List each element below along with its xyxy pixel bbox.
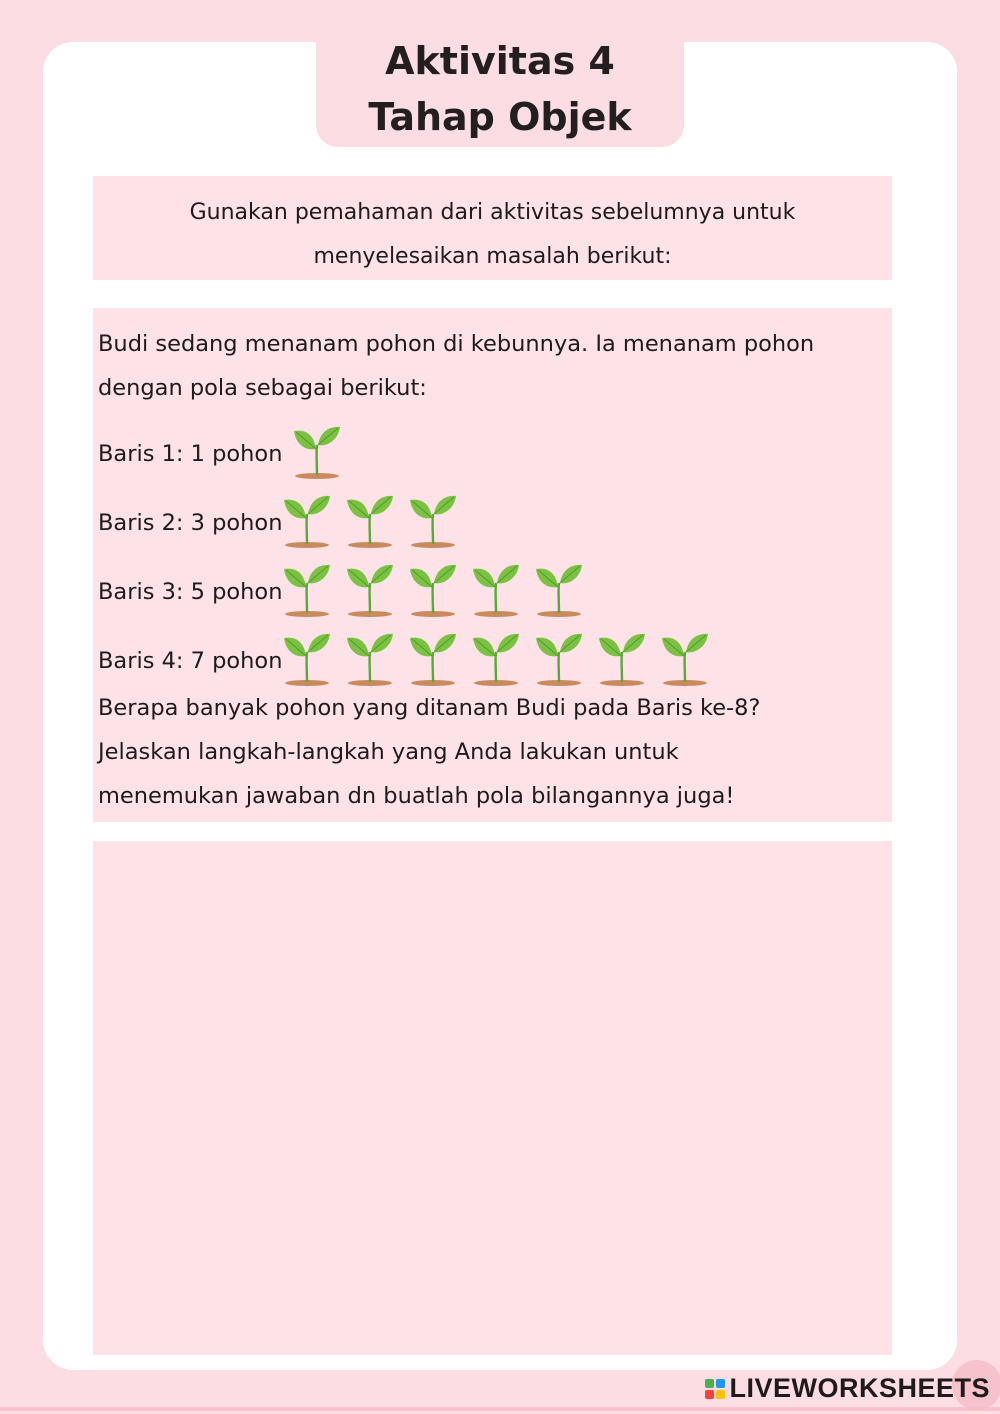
tree-row-3 bbox=[98, 548, 892, 617]
sprout-icon bbox=[345, 561, 395, 617]
answer-box[interactable] bbox=[93, 841, 892, 1355]
sprout-group bbox=[282, 630, 710, 686]
sprout-icon bbox=[597, 630, 647, 686]
instruction-line-1: Gunakan pemahaman dari aktivitas sebelumnya untuk bbox=[189, 200, 796, 225]
row-label: Baris 2: 3 pohon bbox=[98, 510, 283, 536]
tree-row-1 bbox=[98, 410, 892, 479]
instruction-box bbox=[93, 176, 892, 280]
logo-square bbox=[716, 1379, 725, 1388]
sprout-icon bbox=[345, 492, 395, 548]
title-line-1: Aktivitas 4 bbox=[385, 39, 615, 83]
sprout-icon bbox=[282, 492, 332, 548]
question-line-3: menemukan jawaban dn buatlah pola bilangannya juga! bbox=[98, 783, 735, 809]
sprout-icon bbox=[471, 561, 521, 617]
logo-square bbox=[705, 1379, 714, 1388]
sprout-icon bbox=[408, 561, 458, 617]
sprout-group bbox=[292, 423, 342, 479]
logo-square bbox=[705, 1390, 714, 1399]
tree-row-2 bbox=[98, 479, 892, 548]
sprout-icon bbox=[408, 630, 458, 686]
logo-icon bbox=[705, 1379, 725, 1399]
answer-input[interactable] bbox=[93, 841, 892, 1355]
sprout-icon bbox=[345, 630, 395, 686]
page-title bbox=[316, 20, 684, 147]
row-label: Baris 1: 1 pohon bbox=[98, 441, 283, 467]
sprout-icon bbox=[408, 492, 458, 548]
problem-intro-line-1: Budi sedang menanam pohon di kebunnya. Ia menanam pohon bbox=[98, 331, 815, 357]
row-label: Baris 3: 5 pohon bbox=[98, 579, 283, 605]
sprout-icon bbox=[534, 561, 584, 617]
sprout-icon bbox=[534, 630, 584, 686]
tree-row-4 bbox=[98, 617, 892, 686]
sprout-icon bbox=[660, 630, 710, 686]
problem-intro-line-2: dengan pola sebagai berikut: bbox=[98, 375, 427, 401]
instruction-line-2: menyelesaikan masalah berikut: bbox=[313, 244, 672, 269]
question-line-1: Berapa banyak pohon yang ditanam Budi pada Baris ke-8? bbox=[98, 695, 761, 721]
liveworksheets-logo[interactable] bbox=[705, 1373, 990, 1404]
sprout-group bbox=[282, 561, 584, 617]
sprout-group bbox=[282, 492, 458, 548]
sprout-icon bbox=[471, 630, 521, 686]
sprout-icon bbox=[282, 561, 332, 617]
logo-text: LIVEWORKSHEETS bbox=[729, 1373, 990, 1403]
sprout-icon bbox=[292, 423, 342, 479]
problem-box bbox=[93, 308, 892, 822]
footer-divider bbox=[0, 1407, 1000, 1411]
sprout-icon bbox=[282, 630, 332, 686]
question-line-2: Jelaskan langkah-langkah yang Anda lakukan untuk bbox=[98, 739, 679, 765]
row-label: Baris 4: 7 pohon bbox=[98, 648, 283, 674]
title-line-2: Tahap Objek bbox=[368, 95, 632, 139]
logo-square bbox=[716, 1390, 725, 1399]
